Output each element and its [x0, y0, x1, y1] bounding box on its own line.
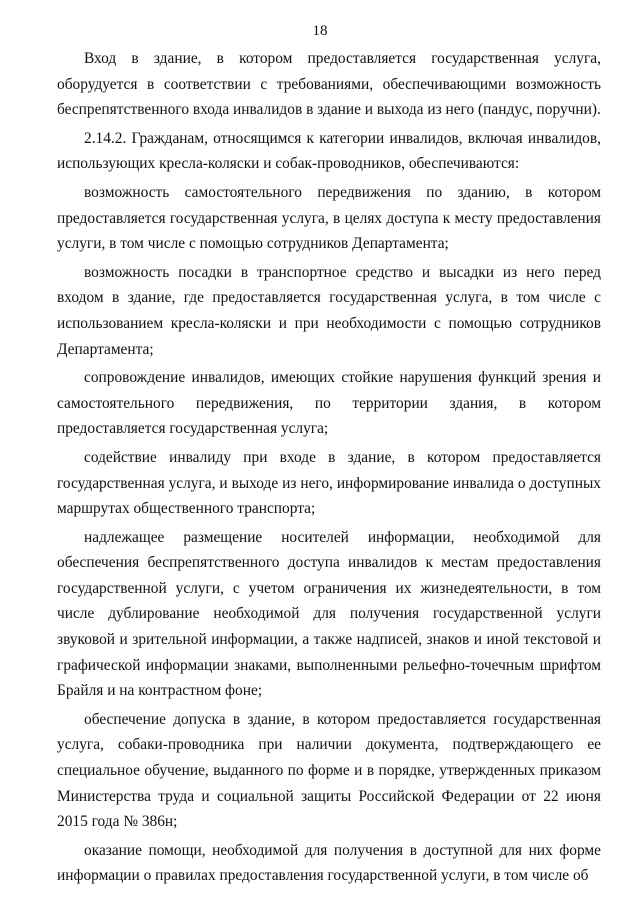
- page-number: 18: [312, 23, 328, 39]
- paragraph-independent-movement: возможность самостоятельного передвижения по зданию, в котором предоставляется государственная услуга, в целях доступа к месту предоставления услуги, в том числе с помощью сотрудников Департамента;: [57, 183, 601, 253]
- document-body: [57, 46, 601, 889]
- paragraph-information-assistance: оказание помощи, необходимой для получения в доступной для них форме информации о правилах предоставления государственной услуги, в том числе об: [57, 841, 601, 885]
- paragraph-escort-disabled: сопровождение инвалидов, имеющих стойкие нарушения функций зрения и самостоятельного передвижения, по территории здания, в котором предоставляется государственная услуга;: [57, 369, 601, 438]
- paragraph-entrance-assistance: содействие инвалиду при входе в здание, в котором предоставляется государственная услуга, и выходе из него, информирование инвалида о доступных маршрутах общественного транспорта;: [57, 448, 601, 518]
- paragraph-guide-dog-access: обеспечение допуска в здание, в котором предоставляется государственная услуга, собаки-проводника при наличии документа, подтверждающего ее специальное обучение, выданного по форме и в порядке, утвержденных приказом Министерства труда и социальной защиты Российской Федерации от 22 июня 2015 года № 386н;: [57, 710, 601, 831]
- paragraph-building-entrance: Вход в здание, в котором предоставляется государственная услуга, оборудуется в соответствии с требованиями, обеспечивающими возможность беспрепятственного входа инвалидов в здание и выхода из него (пандус, поручни).: [57, 50, 601, 119]
- paragraph-information-placement: надлежащее размещение носителей информации, необходимой для обеспечения беспрепятственного доступа инвалидов к местам предоставления государственной услуги, с учетом ограничения их жизнедеятельности, в том числе дублирование необходимой для получения государственной услуги звуковой и зрительной информации, а также надписей, знаков и иной текстовой и графической информации знаками, выполненными рельефно-точечным шрифтом Брайля и на контрастном фоне;: [57, 528, 601, 700]
- paragraph-vehicle-boarding: возможность посадки в транспортное средство и высадки из него перед входом в здание, где предоставляется государственная услуга, в том числе с использованием кресла-коляски и при необходимости с помощью сотрудников Департамента;: [57, 263, 601, 358]
- paragraph-2-14-2-heading: 2.14.2. Гражданам, относящимся к категории инвалидов, включая инвалидов, использующих кресла-коляски и собак-проводников, обеспечиваются:: [57, 129, 601, 173]
